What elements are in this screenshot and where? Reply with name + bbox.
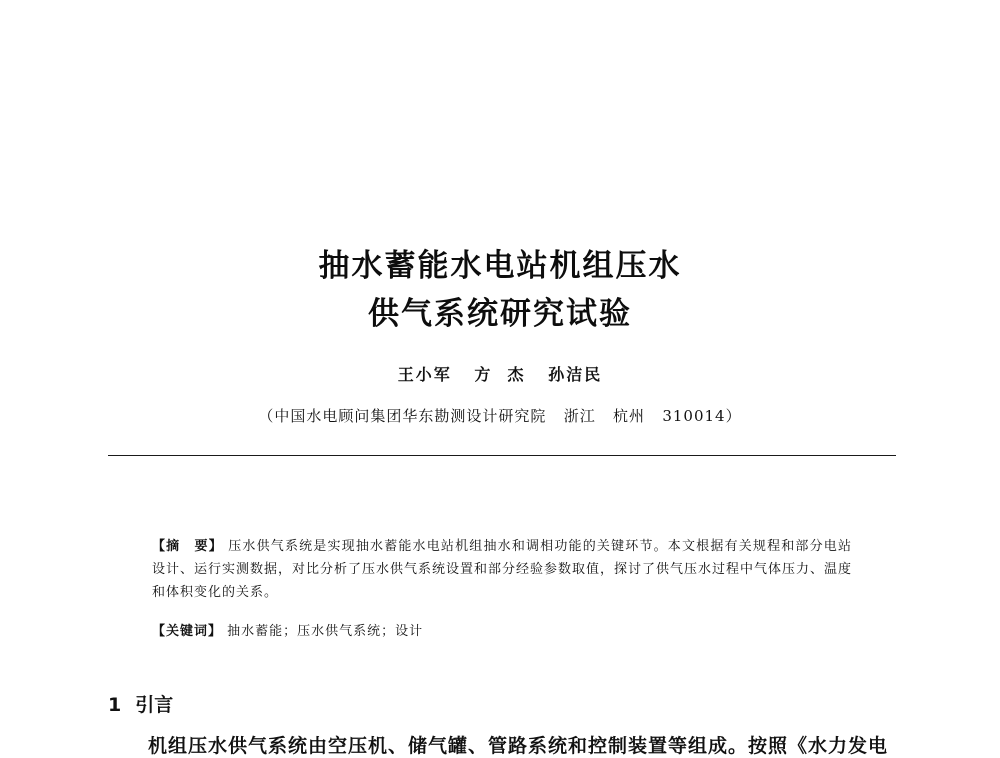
paper-title-line-1: 抽水蓄能水电站机组压水: [318, 248, 682, 284]
keywords-label: 【关键词】: [152, 624, 223, 639]
abstract-text: 压水供气系统是实现抽水蓄能水电站机组抽水和调相功能的关键环节。本文根据有关规程和部分电站设计、运行实测数据，对比分析了压水供气系统设置和部分经验参数取值，探讨了供气压水过程中气体压力、温度和体积变化的关系。: [152, 539, 853, 600]
keywords-text: 抽水蓄能；压水供气系统；设计: [227, 624, 424, 639]
header-divider: [108, 455, 896, 456]
section-number: 1: [108, 694, 122, 716]
authors: 王小军 方 杰 孙洁民: [397, 365, 603, 384]
section-heading: [108, 690, 173, 717]
abstract: [152, 535, 852, 604]
body-text: 机组压水供气系统由空压机、储气罐、管路系统和控制装置等组成。按照《水力发电: [148, 735, 889, 757]
keywords: [152, 620, 852, 639]
section-title: 引言: [135, 694, 174, 716]
affiliation: （中国水电顾问集团华东勘测设计研究院 浙江 杭州 310014）: [258, 407, 742, 425]
abstract-label: 【摘 要】: [152, 539, 223, 554]
paper-title-line-2: 供气系统研究试验: [368, 296, 632, 332]
